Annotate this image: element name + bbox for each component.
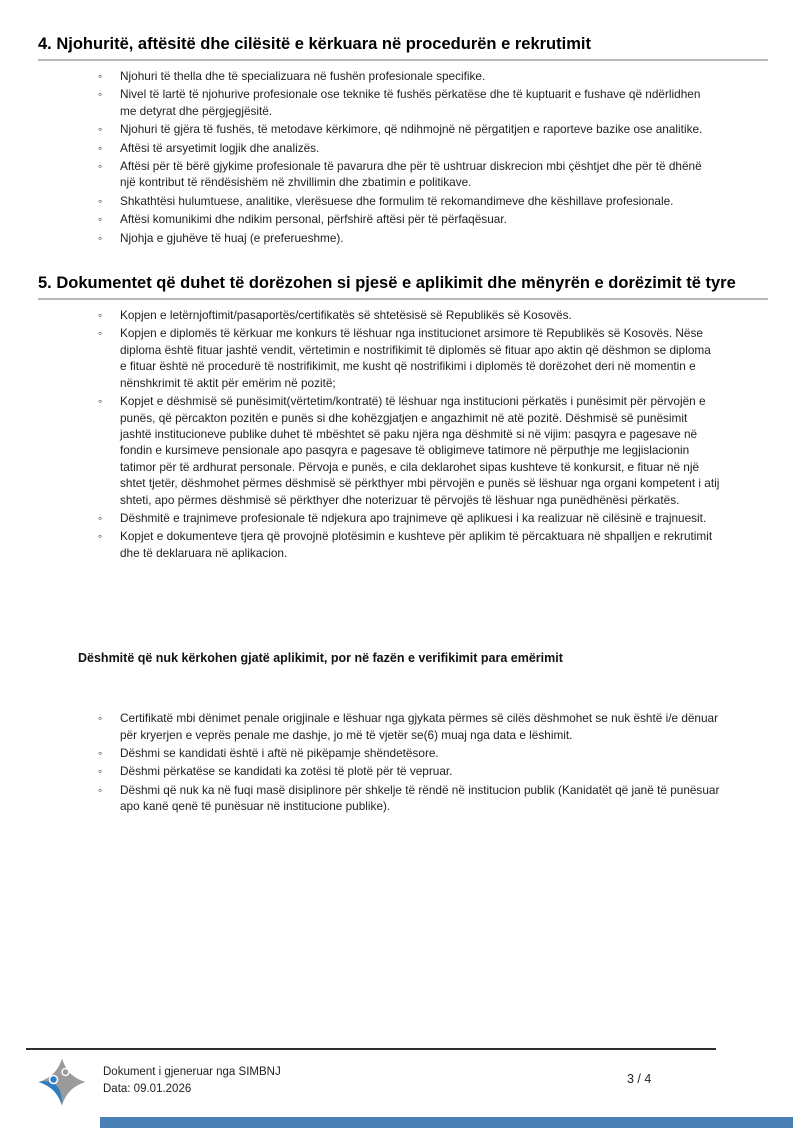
list-item [95,528,720,561]
list-item-text: Njohuri të gjëra të fushës, të metodave kërkimore, që ndihmojnë në përgatitjen e raporteve bazike ose analitike. [120,122,703,137]
bullet-icon: ◦ [98,140,103,155]
list-item-text: Kopjet e dëshmisë së punësimit(vërtetim/kontratë) të lëshuar nga institucioni përkatës i punësimit për përvojën e punës, që përcakton pozitën e punës si dhe kohëzgjatjen e angazhimit në atë pozitë. Dëshmisë së punësimit jashtë institucioneve publike duhet të mbështet së paku njëra nga dëshmitë si në vijim: pasqyra e pagesave në fondin e kursimeve pensionale apo pasqyra e pagesave të obligimeve tatimore në përputhje me legjislacionin tatimor për të ardhurat personale. Përvoja e punës, e cila deklarohet sipas kushteve të konkursit, e fituar në një shtet tjetër, dëshmohet përmes dëshmisë së përkthyer mbi përvojën e punës së lëshuar nga organi kompetent i atij shteti, apo përmes dëshmisë së përkthyer dhe noterizuar të përvojës të lëshuar nga punëdhënësi përkatës. [120,394,720,507]
bullet-icon: ◦ [98,394,103,409]
section-5-heading: 5. Dokumentet që duhet të dorëzohen si pjesë e aplikimit dhe mënyrën e dorëzimit të tyre [38,273,768,300]
list-item-text: Kopjen e diplomës të kërkuar me konkurs të lëshuar nga institucionet arsimore të Republikës së Kosovës. Nëse diploma është fituar jashtë vendit, vërtetimin e nostrifikimit të diplomës së fituar apo aktin që dëshmon se diploma e fituar është në procedurë të nostrifikimit, me kusht që nostrifikimi i diplomës të dorëzohet deri në momentin e nënshkrimit të aktit për emërim në pozitë; [120,326,711,390]
footer-info [103,1064,281,1097]
list-item [95,325,720,391]
footer-generated-text: Dokument i gjeneruar nga SIMBNJ [103,1066,281,1078]
list-item-text: Kopjet e dokumenteve tjera që provojnë plotësimin e kushteve për aplikim të përcaktuara në shpalljen e rekrutimit dhe të deklaruara në aplikacion. [120,529,713,560]
footer-accent-bar [100,1117,793,1128]
list-item [95,140,720,156]
bullet-icon: ◦ [98,159,103,174]
list-item [95,230,720,246]
list-item-text: Dëshmi që nuk ka në fuqi masë disiplinore për shkelje të rëndë në institucion publik (Kanidatët që janë të punësuar apo kanë qenë të punësuar në institucione publike). [120,782,720,814]
document-body [38,34,768,817]
list-item-text: Certifikatë mbi dënimet penale origjinale e lëshuar nga gjykata përmes së cilës dëshmohet se nuk është i/e dënuar për kryerjen e veprës penale me dashje, jo më të vjetër se(6) muaj nga data e lëshimit. [120,711,719,742]
list-item [95,68,720,84]
list-item-text: Dëshmi se kandidati është i aftë në pikëpamje shëndetësore. [120,745,439,760]
list-item [95,745,720,761]
list-item-text: Aftësi komunikimi dhe ndikim personal, përfshirë aftësi për të përfaqësuar. [120,212,507,227]
list-item [95,158,720,191]
bullet-icon: ◦ [98,510,103,525]
verification-subheading: Dëshmitë që nuk kërkohen gjatë aplikimit, por në fazën e verifikimit para emërimit [78,651,563,666]
list-item-text: Aftësi të arsyetimit logjik dhe analizës. [120,140,320,155]
verification-list [95,710,720,814]
footer-divider [26,1048,716,1050]
section-4-list [95,68,720,246]
bullet-icon: ◦ [98,326,103,341]
list-item-text: Dëshmitë e trajnimeve profesionale të ndjekura apo trajnimeve që aplikuesi i ka realizuar në cilësinë e trajnuesit. [120,510,707,525]
list-item [95,211,720,227]
simbnj-logo-icon [37,1057,87,1107]
list-item [95,307,720,323]
bullet-icon: ◦ [98,193,103,208]
list-item [95,86,720,119]
bullet-icon: ◦ [98,745,103,760]
list-item [95,121,720,137]
section-5-list [95,307,720,561]
list-item [95,510,720,526]
list-item-text: Kopjen e letërnjoftimit/pasaportës/certifikatës së shtetësisë së Republikës së Kosovës. [120,308,572,323]
list-item [95,763,720,779]
footer-date-text: Data: 09.01.2026 [103,1082,192,1095]
list-item-text: Nivel të lartë të njohurive profesionale ose teknike të fushës përkatëse dhe të kuptuarit e fushave që ndërlidhen me detyrat dhe përgjegjësitë. [120,87,701,118]
list-item [95,710,720,743]
bullet-icon: ◦ [98,782,103,797]
page-number: 3 / 4 [627,1072,652,1086]
bullet-icon: ◦ [98,230,103,245]
bullet-icon: ◦ [98,308,103,323]
list-item-text: Shkathtësi hulumtuese, analitike, vlerësuese dhe formulim të rekomandimeve dhe këshillave profesionale. [120,193,674,208]
list-item [95,782,720,815]
list-item-text: Njohuri të thella dhe të specializuara në fushën profesionale specifike. [120,69,486,83]
list-item-text: Njohja e gjuhëve të huaj (e preferueshme). [120,230,344,245]
list-item-text: Dëshmi përkatëse se kandidati ka zotësi të plotë për të vepruar. [120,764,453,779]
list-item [95,193,720,209]
section-4-heading: 4. Njohuritë, aftësitë dhe cilësitë e kërkuara në procedurën e rekrutimit [38,34,768,61]
list-item-text: Aftësi për të bërë gjykime profesionale të pavarura dhe për të ushtruar diskrecion mbi çështjet dhe për të dhënë një kontribut të rëndësishëm në zhvillimin dhe zbatimin e politikave. [120,159,702,190]
bullet-icon: ◦ [98,87,103,102]
bullet-icon: ◦ [98,529,103,544]
bullet-icon: ◦ [98,212,103,227]
bullet-icon: ◦ [98,764,103,779]
bullet-icon: ◦ [98,711,103,726]
bullet-icon: ◦ [98,69,103,83]
list-item [95,393,720,508]
bullet-icon: ◦ [98,122,103,137]
